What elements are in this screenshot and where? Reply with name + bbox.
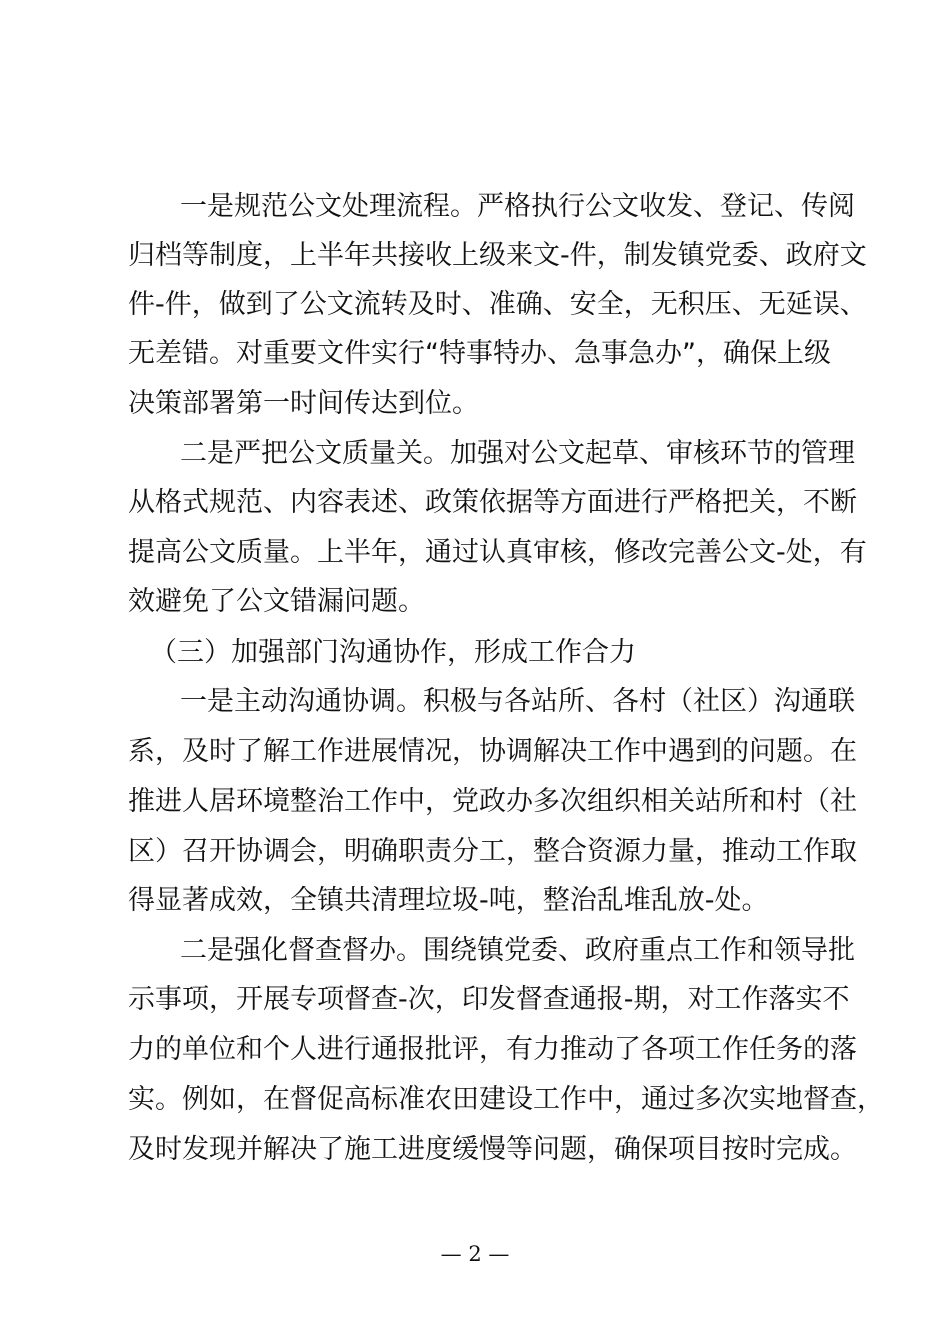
paragraph-1-line-3: 件-件，做到了公文流转及时、准确、安全，无积压、无延误、 bbox=[128, 289, 867, 320]
paragraph-1-line-2: 归档等制度，上半年共接收上级来文-件，制发镇党委、政府文 bbox=[128, 240, 867, 271]
paragraph-2-line-3: 提高公文质量。上半年，通过认真审核，修改完善公文-处，有 bbox=[128, 537, 867, 568]
section-heading-3: （三）加强部门沟通协作，形成工作合力 bbox=[150, 637, 636, 668]
paragraph-1-line-5: 决策部署第一时间传达到位。 bbox=[128, 388, 479, 419]
paragraph-3-line-3: 推进人居环境整治工作中，党政办多次组织相关站所和村（社 bbox=[128, 786, 857, 817]
paragraph-4-line-1: 二是强化督查督办。围绕镇党委、政府重点工作和领导批 bbox=[180, 935, 855, 966]
paragraph-4-line-3: 力的单位和个人进行通报批评，有力推动了各项工作任务的落 bbox=[128, 1034, 857, 1065]
paragraph-2-line-1: 二是严把公文质量关。加强对公文起草、审核环节的管理 bbox=[180, 438, 855, 469]
paragraph-2-line-2: 从格式规范、内容表述、政策依据等方面进行严格把关，不断 bbox=[128, 487, 857, 518]
paragraph-4-line-4: 实。例如，在督促高标准农田建设工作中，通过多次实地督查， bbox=[128, 1084, 884, 1115]
paragraph-3-line-4: 区）召开协调会，明确职责分工，整合资源力量，推动工作取 bbox=[128, 836, 857, 867]
paragraph-3-line-1: 一是主动沟通协调。积极与各站所、各村（社区）沟通联 bbox=[180, 686, 855, 717]
paragraph-4-line-2: 示事项，开展专项督查-次，印发督查通报-期，对工作落实不 bbox=[128, 984, 850, 1015]
paragraph-3-line-2: 系，及时了解工作进展情况，协调解决工作中遇到的问题。在 bbox=[128, 736, 857, 767]
paragraph-4-line-5: 及时发现并解决了施工进度缓慢等问题，确保项目按时完成。 bbox=[128, 1134, 857, 1165]
paragraph-2-line-4: 效避免了公文错漏问题。 bbox=[128, 586, 425, 617]
page-number: — 2 — bbox=[440, 1242, 510, 1266]
paragraph-1-line-1: 一是规范公文处理流程。严格执行公文收发、登记、传阅 bbox=[180, 191, 855, 222]
paragraph-3-line-5: 得显著成效，全镇共清理垃圾-吨，整治乱堆乱放-处。 bbox=[128, 885, 769, 916]
paragraph-1-line-4: 无差错。对重要文件实行“特事特办、急事急办”，确保上级 bbox=[128, 338, 831, 369]
